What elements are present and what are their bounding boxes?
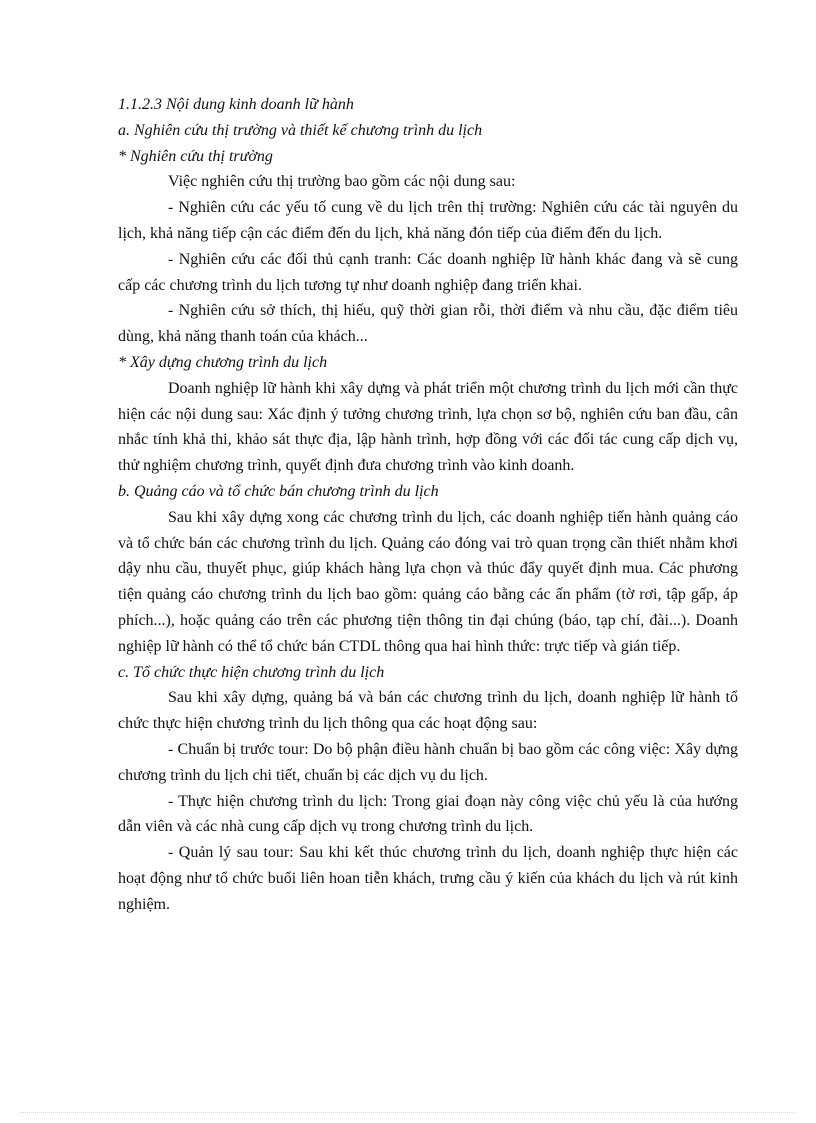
paragraph: - Nghiên cứu các yếu tố cung về du lịch trên thị trường: Nghiên cứu các tài nguyên du lịch, khả năng tiếp cận các điểm đến du lịch, khả năng đón tiếp của điểm đến du lịch.: [118, 199, 738, 242]
paragraph: - Quản lý sau tour: Sau khi kết thúc chương trình du lịch, doanh nghiệp thực hiện các hoạt động như tổ chức buổi liên hoan tiễn khách, trưng cầu ý kiến của khách du lịch và rút kinh nghiệm.: [118, 844, 738, 913]
section-heading: 1.1.2.3 Nội dung kinh doanh lữ hành: [118, 96, 354, 113]
paragraph: - Chuẩn bị trước tour: Do bộ phận điều hành chuẩn bị bao gồm các công việc: Xây dựng chương trình du lịch chi tiết, chuẩn bị các dịch vụ du lịch.: [118, 740, 738, 784]
topic-heading-program-design: * Xây dựng chương trình du lịch: [118, 353, 328, 371]
paragraph: - Nghiên cứu sở thích, thị hiếu, quỹ thời gian rỗi, thời điểm và nhu cầu, đặc điểm tiêu dùng, khả năng thanh toán của khách...: [118, 302, 738, 346]
page-bottom-divider: [20, 1112, 796, 1113]
paragraph: - Nghiên cứu các đối thủ cạnh tranh: Các doanh nghiệp lữ hành khác đang và sẽ cung cấp các chương trình du lịch tương tự như doanh nghiệp đang triển khai.: [118, 250, 738, 294]
paragraph: Việc nghiên cứu thị trường bao gồm các nội dung sau:: [168, 173, 516, 191]
paragraph: - Thực hiện chương trình du lịch: Trong giai đoạn này công việc chủ yếu là của hướng dẫn viên và các nhà cung cấp dịch vụ trong chương trình du lịch.: [118, 792, 738, 836]
paragraph: Sau khi xây dựng xong các chương trình du lịch, các doanh nghiệp tiến hành quảng cáo và tổ chức bán các chương trình du lịch. Quảng cáo đóng vai trò quan trọng cần thiết nhằm khơi dậy nhu cầu, thuyết phục, giúp khách hàng lựa chọn và thúc đẩy quyết định mua. Các phương tiện quảng cáo chương trình du lịch bao gồm: quảng cáo bằng các ấn phẩm (tờ rơi, tập gấp, áp phích...), hoặc quảng cáo trên các phương tiện thông tin đại chúng (báo, tạp chí, đài...). Doanh nghiệp lữ hành có thể tổ chức bán CTDL thông qua hai hình thức: trực tiếp và gián tiếp.: [118, 508, 738, 655]
topic-heading-market-research: * Nghiên cứu thị trường: [118, 147, 273, 165]
subsection-heading-b: b. Quảng cáo và tổ chức bán chương trình du lịch: [118, 482, 439, 500]
document-page: [118, 92, 738, 918]
subsection-heading-c: c. Tổ chức thực hiện chương trình du lịch: [118, 663, 385, 681]
subsection-heading-a: a. Nghiên cứu thị trường và thiết kế chương trình du lịch: [118, 121, 483, 139]
paragraph: Sau khi xây dựng, quảng bá và bán các chương trình du lịch, doanh nghiệp lữ hành tổ chức thực hiện chương trình du lịch thông qua các hoạt động sau:: [118, 689, 738, 733]
paragraph: Doanh nghiệp lữ hành khi xây dựng và phát triển một chương trình du lịch mới cần thực hiện các nội dung sau: Xác định ý tưởng chương trình, lựa chọn sơ bộ, nghiên cứu ban đầu, cân nhắc tính khả thi, khảo sát thực địa, lập hành trình, hợp đồng với các đối tác cung cấp dịch vụ, thử nghiệm chương trình, quyết định đưa chương trình vào kinh doanh.: [118, 379, 738, 475]
